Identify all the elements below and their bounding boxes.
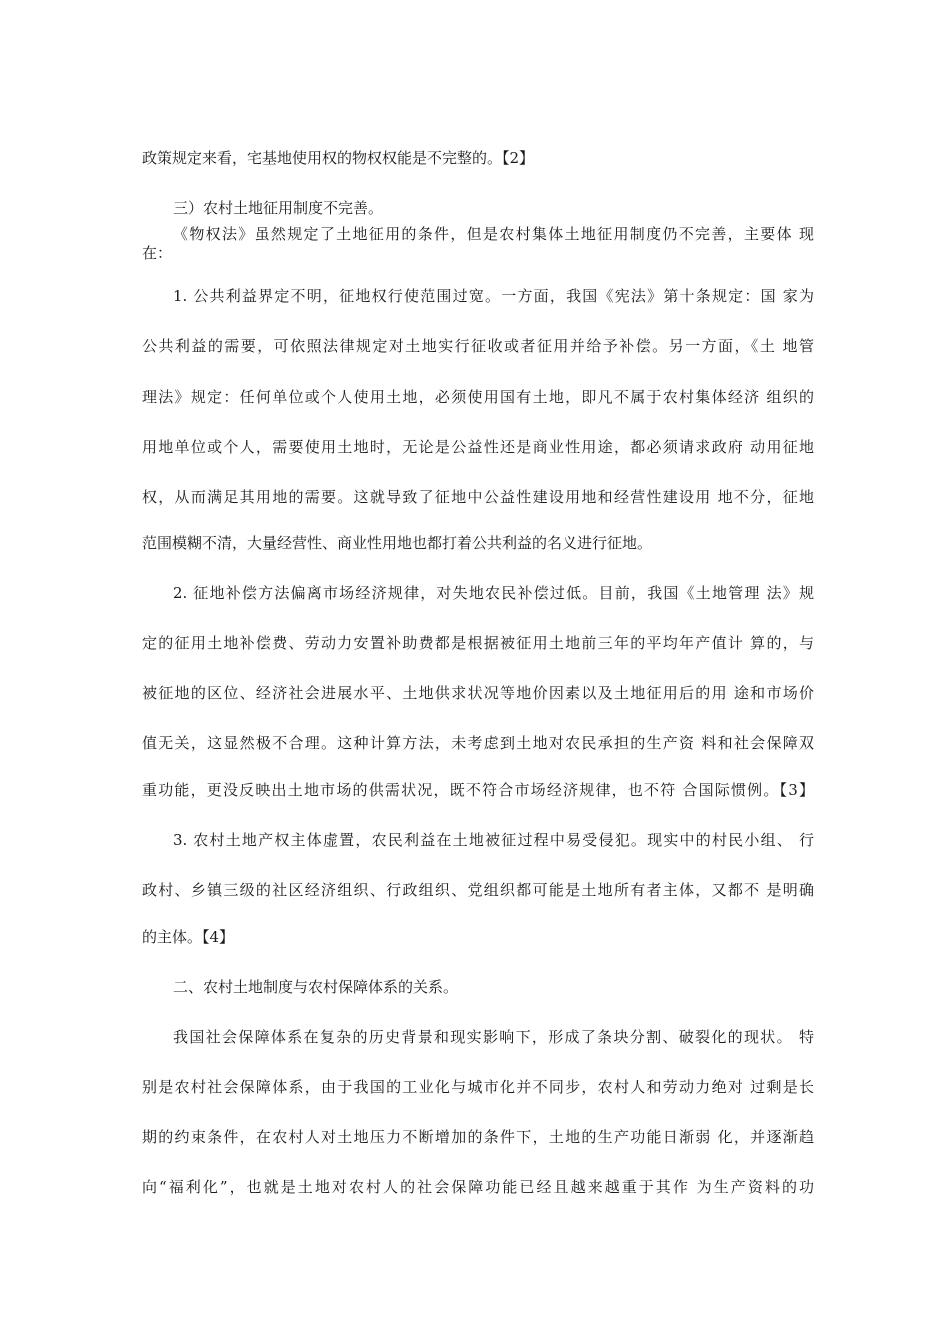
text-line: 用地单位或个人，需要使用土地时，无论是公益性还是商业性用途，都必须请求政府 动用征地 [142, 438, 814, 456]
text-line: 定的征用土地补偿费、劳动力安置补助费都是根据被征用土地前三年的平均年产值计 算的，与 [142, 634, 814, 652]
text-line: 3. 农村土地产权主体虚置，农民利益在土地被征过程中易受侵犯。现实中的村民小组、 行 [173, 831, 814, 849]
text-line: 我国社会保障体系在复杂的历史背景和现实影响下，形成了条块分割、破裂化的现状。 特 [173, 1028, 814, 1046]
text-line: 期的约束条件，在农村人对土地压力不断增加的条件下，土地的生产功能日渐弱 化，并逐渐趋 [142, 1128, 814, 1146]
text-line: 权，从而满足其用地的需要。这就导致了征地中公益性建设用地和经营性建设用 地不分，征地 [142, 488, 814, 506]
text-line: 1. 公共利益界定不明，征地权行使范围过宽。一方面，我国《宪法》第十条规定：国 家为 [173, 287, 814, 305]
text-line: 重功能，更没反映出土地市场的供需状况，既不符合市场经济规律，也不符 合国际惯例。【3】 [142, 781, 814, 799]
text-line: 向“福利化”，也就是土地对农村人的社会保障功能已经且越来越重于其作 为生产资料的功 [142, 1178, 814, 1196]
text-line: 的主体。【4】 [142, 928, 235, 946]
text-line: 值无关，这显然极不合理。这种计算方法，未考虑到土地对农民承担的生产资 料和社会保障双 [142, 734, 814, 752]
text-line: 2. 征地补偿方法偏离市场经济规律，对失地农民补偿过低。目前，我国《土地管理 法》规 [173, 584, 814, 602]
text-line: 公共利益的需要，可依照法律规定对土地实行征收或者征用并给予补偿。另一方面，《土 地管 [142, 337, 814, 355]
text-line: 被征地的区位、经济社会进展水平、土地供求状况等地价因素以及土地征用后的用 途和市场价 [142, 684, 814, 702]
section-heading: 二、农村土地制度与农村保障体系的关系。 [173, 978, 459, 996]
section-heading: 三）农村土地征用制度不完善。 [173, 199, 384, 217]
text-line: 在： [142, 244, 173, 262]
text-line: 《物权法》虽然规定了土地征用的条件，但是农村集体土地征用制度仍不完善，主要体 现 [173, 225, 814, 243]
text-line: 理法》规定：任何单位或个人使用土地，必须使用国有土地，即凡不属于农村集体经济 组织的 [142, 388, 814, 406]
text-line: 别是农村社会保障体系，由于我国的工业化与城市化并不同步，农村人和劳动力绝对 过剩是长 [142, 1078, 814, 1096]
text-line: 范围模糊不清，大量经营性、商业性用地也都打着公共利益的名义进行征地。 [142, 534, 653, 552]
text-line: 政村、乡镇三级的社区经济组织、行政组织、党组织都可能是土地所有者主体，又都不 是明确 [142, 881, 814, 899]
text-line: 政策规定来看，宅基地使用权的物权权能是不完整的。【2】 [142, 149, 535, 167]
